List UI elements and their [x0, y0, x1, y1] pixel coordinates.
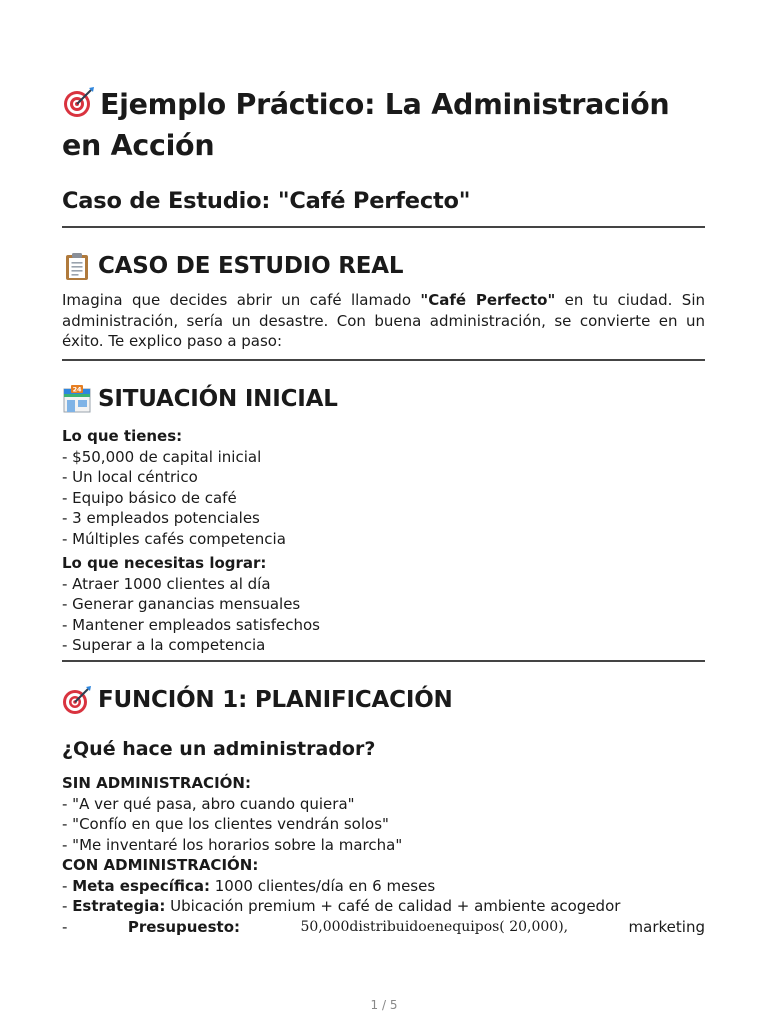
without-list [62, 794, 705, 856]
section-heading-text: SITUACIÓN INICIAL [98, 386, 338, 412]
section-heading-text: FUNCIÓN 1: PLANIFICACIÓN [98, 687, 453, 713]
with-admin-label: CON ADMINISTRACIÓN: [62, 856, 259, 874]
divider [62, 226, 705, 228]
need-label: Lo que necesitas lograr: [62, 554, 267, 572]
list-item: - "A ver qué pasa, abro cuando quiera" [62, 794, 355, 813]
budget-line: - Presupuesto: 50,000distribuidoenequipos( 20,000), marketing [62, 917, 705, 936]
clipboard-icon [62, 251, 92, 281]
section-heading [62, 251, 705, 281]
page-number: 1 / 5 [370, 998, 398, 1012]
list-item: - Atraer 1000 clientes al día [62, 574, 271, 593]
section-heading [62, 384, 705, 414]
list-item: - $50,000 de capital inicial [62, 447, 262, 466]
have-label: Lo que tienes: [62, 427, 183, 445]
page-title [62, 84, 705, 166]
svg-text:24: 24 [72, 385, 82, 394]
page-title-text: Ejemplo Práctico: La Administración en Acción [62, 88, 670, 162]
section-heading [62, 685, 705, 715]
section-initial [62, 384, 705, 656]
need-list [62, 574, 705, 656]
list-item: - Un local céntrico [62, 468, 198, 486]
subtitle-block [62, 186, 705, 216]
plan-question: ¿Qué hace un administrador? [62, 738, 376, 760]
page-subtitle: Caso de Estudio: "Café Perfecto" [62, 188, 471, 214]
divider [62, 359, 705, 361]
have-list [62, 447, 705, 550]
case-paragraph: Imagina que decides abrir un café llamado "Café Perfecto" en tu ciudad. Sin administración, sería un desastre. Con buena administración, se convierte en un éxito. Te explico paso a paso: [62, 291, 706, 350]
list-item: - Superar a la competencia [62, 636, 266, 654]
divider [62, 660, 705, 662]
section-planning [62, 685, 705, 937]
list-item: - Equipo básico de café [62, 488, 237, 507]
with-list [62, 876, 705, 917]
list-item: - "Me inventaré los horarios sobre la marcha" [62, 835, 403, 854]
convenience-store-icon [62, 384, 92, 414]
list-item: - Múltiples cafés competencia [62, 529, 286, 548]
list-item: - Meta específica: 1000 clientes/día en 6 meses [62, 876, 436, 895]
target-icon [62, 85, 96, 119]
list-item: - 3 empleados potenciales [62, 509, 260, 527]
list-item: - Generar ganancias mensuales [62, 595, 301, 613]
list-item: - "Confío en que los clientes vendrán solos" [62, 815, 389, 833]
list-item: - Estrategia: Ubicación premium + café de calidad + ambiente acogedor [62, 897, 621, 915]
section-case [62, 251, 705, 352]
without-admin-label: SIN ADMINISTRACIÓN: [62, 774, 251, 792]
section-heading-text: CASO DE ESTUDIO REAL [98, 253, 404, 279]
list-item: - Mantener empleados satisfechos [62, 615, 320, 634]
target-icon [62, 685, 92, 715]
